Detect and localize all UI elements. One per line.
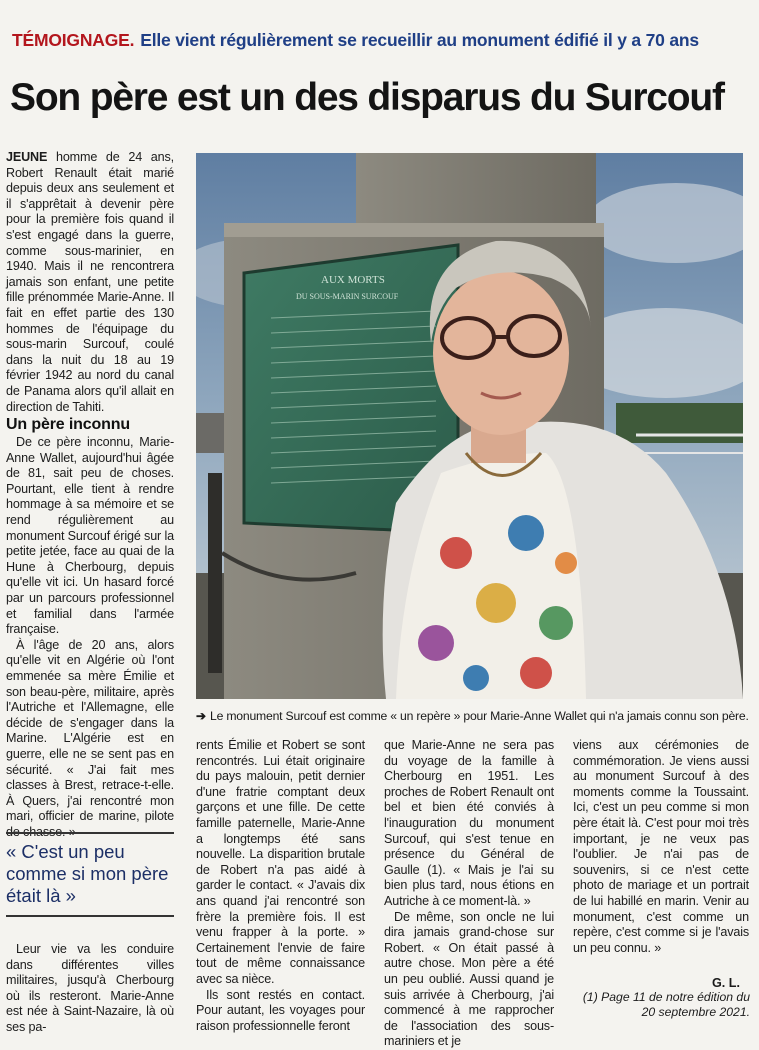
paragraph: De même, son oncle ne lui dira jamais grand-chose sur Robert. « On était passé à autre chose. Mon père a été un peu oublié. Aussi quand je suis arrivée à Cherbourg, j'ai commencé à me rapprocher de l'association des sous-mariniers et je bbox=[384, 909, 554, 1049]
paragraph: Leur vie va les conduire dans différentes villes militaires, jusqu'à Cherbourg où ils resteront. Marie-Anne est née à Saint-Nazaire, là où ses pa- bbox=[6, 942, 174, 1034]
article-column-1 bbox=[6, 150, 174, 841]
paragraph bbox=[6, 150, 174, 415]
paragraph: De ce père inconnu, Marie-Anne Wallet, aujourd'hui âgée de 81, sait peu de choses. Pourtant, elle tient à rendre hommage à sa mémoire et se rend régulièrement au monument Surcouf érigé sur la petite jetée, face au quai de la Hune à Cherbourg, depuis qu'elle vit ici. Un hasard forcé par un parcours professionnel et familial dans l'armée française. bbox=[6, 435, 174, 637]
paragraph-text: homme de 24 ans, Robert Renault était marié depuis deux ans seulement et il s'apprêtait à devenir père pour la première fois quand il s'est engagé dans la guerre, comme sous-marinier, en 1940. Mais il ne rencontrera jamais son enfant, une petite fille prénommée Marie-Anne. Il fait en effet partie des 130 hommes de l'équipage du sous-marin Surcouf, coulé dans la nuit du 18 au 19 février 1942 au nord du canal de Panama alors qu'il allait en direction de Tahiti. bbox=[6, 150, 174, 414]
kicker bbox=[12, 30, 752, 51]
paragraph: Ils sont restés en contact. Pour autant, les voyages pour raison professionnelle feront bbox=[196, 987, 365, 1033]
article-column-2 bbox=[196, 738, 365, 1034]
caption-arrow-icon: ➔ bbox=[196, 709, 207, 723]
article-column-1-continued bbox=[6, 942, 174, 1036]
photo-illustration bbox=[196, 153, 743, 699]
pull-quote: « C'est un peu comme si mon père était là » bbox=[6, 832, 174, 917]
caption-text: Le monument Surcouf est comme « un repère » pour Marie-Anne Wallet qui n'a jamais connu son père. bbox=[210, 709, 749, 723]
footnote: (1) Page 11 de notre édition du 20 septembre 2021. bbox=[582, 990, 750, 1019]
lead-word: JEUNE bbox=[6, 150, 48, 164]
subhead: Un père inconnu bbox=[6, 416, 130, 434]
article-photo bbox=[196, 153, 743, 699]
photo-caption bbox=[196, 708, 749, 724]
headline: Son père est un des disparus du Surcouf bbox=[10, 76, 724, 119]
paragraph: que Marie-Anne ne sera pas du voyage de la famille à Cherbourg en 1951. Les proches de Robert Renault ont bel et bien été conviés à l'inauguration du monument Surcouf, qui s'est tenue en présence du Général de Gaulle (1). « Mais je l'ai su bien plus tard, nous étions en Autriche à ce moment-là. » bbox=[384, 738, 554, 908]
plaque-subtitle: DU SOUS-MARIN SURCOUF bbox=[296, 292, 399, 301]
paragraph: viens aux cérémonies de commémoration. Je viens aussi au monument Surcouf à des moments comme la Toussaint. Ici, c'est un peu comme si mon père était là. C'est pour moi très important, je ne veux pas l'oublier. Je n'ai pas de souvenirs, si ce n'est cette photo de mariage et un portrait de lui habillé en marin. Venir au monument, c'est comme un repère, c'est comme si je l'avais un peu connu. » bbox=[573, 738, 749, 955]
plaque-title: AUX MORTS bbox=[321, 274, 385, 286]
article-column-3 bbox=[384, 738, 554, 1050]
paragraph: À l'âge de 20 ans, alors qu'elle vit en Algérie où l'ont emmenée sa mère Émilie et son beau-père, militaire, après l'Autriche et l'Allemagne, elle décide de s'engager dans la Marine. L'Algérie est en guerre, elle ne se sent pas en sécurité. « J'ai fait mes classes à Brest, retrace-t-elle. À Quers, j'ai rencontré mon mari, officier de marine, pilote de chasse. » bbox=[6, 637, 174, 839]
paragraph: rents Émilie et Robert se sont rencontrés. Lui était originaire du pays malouin, petit dernier d'une fratrie comptant deux garçons et une fille. De cette famille paternelle, Marie-Anne a longtemps été sans nouvelle. La disparition brutale de Robert n'a pas aidé à garder le contact. « J'avais dix ans quand j'ai rencontré son frère la première fois. Il est venu frapper à la porte. » Certainement l'envie de faire tout de même connaissance avec sa nièce. bbox=[196, 738, 365, 986]
article-column-4 bbox=[573, 738, 749, 956]
byline: G. L. bbox=[712, 976, 740, 990]
kicker-text: Elle vient régulièrement se recueillir au monument édifié il y a 70 ans bbox=[140, 30, 699, 50]
kicker-label: TÉMOIGNAGE. bbox=[12, 30, 135, 50]
